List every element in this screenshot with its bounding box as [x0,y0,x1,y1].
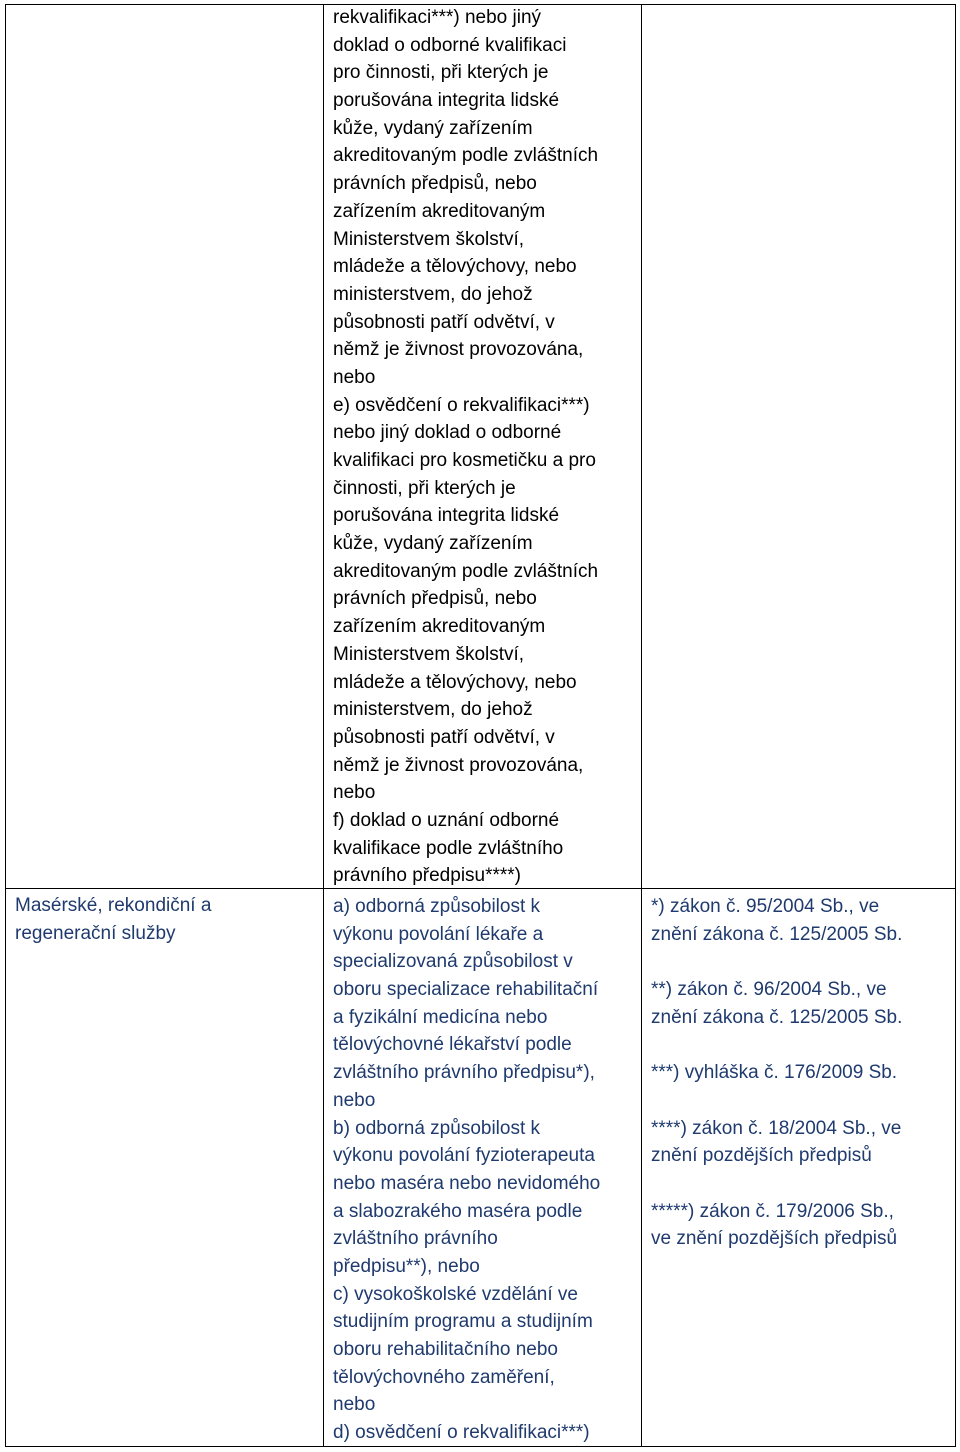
previous-row-line: mládeže a tělovýchovy, nebo [333,671,577,693]
previous-row-line: činnosti, při kterých je [333,477,516,499]
requirement-line: nebo [333,1394,376,1416]
footnote-line: znění zákona č. 125/2005 Sb. [651,1006,903,1028]
footnote-line: ***) vyhláška č. 176/2009 Sb. [651,1062,898,1084]
footnote-line: *****) zákon č. 179/2006 Sb., [651,1200,894,1222]
previous-row-line: nebo jiný doklad o odborné [333,422,562,444]
requirement-line: b) odborná způsobilost k [333,1117,541,1139]
previous-row-line: mládeže a tělovýchovy, nebo [333,256,577,278]
trade-name-line-1: Masérské, rekondiční a [15,895,212,916]
footnote-reference [651,1115,951,1170]
requirement-line: oboru rehabilitačního nebo [333,1339,559,1360]
previous-row-line: němž je živnost provozována, [333,339,584,361]
previous-row-line: f) doklad o uznání odborné [333,809,560,831]
previous-row-line: rekvalifikaci***) nebo jiný [333,7,542,28]
footnote-reference [651,976,951,1031]
requirement-line: oboru specializace rehabilitační [333,979,599,1001]
trade-name [15,892,315,947]
footnote-line: **) zákon č. 96/2004 Sb., ve [651,979,887,1001]
table-border-right [955,4,956,1447]
requirement-line: výkonu povolání fyzioterapeuta [333,1145,595,1167]
previous-row-line: němž je živnost provozována, [333,754,584,776]
previous-row-line: působnosti patří odvětví, v [333,311,555,333]
requirement-line: výkonu povolání lékaře a [333,923,544,945]
previous-row-line: nebo [333,366,376,388]
column-divider-2 [641,4,642,1447]
footnote-reference [651,1059,951,1087]
requirement-line: c) vysokoškolské vzdělání ve [333,1283,578,1305]
column-divider-1 [323,4,324,1447]
footnote-reference [651,1198,951,1253]
requirements-table [5,4,956,1447]
previous-row-line: právních předpisů, nebo [333,588,537,610]
previous-row-line: doklad o odborné kvalifikaci [333,34,567,56]
footnote-line: ****) zákon č. 18/2004 Sb., ve [651,1117,902,1139]
previous-row-line: zařízením akreditovaným [333,200,546,222]
previous-row-line: působnosti patří odvětví, v [333,726,555,748]
footnote-line: *) zákon č. 95/2004 Sb., ve [651,896,880,917]
requirement-line: studijním programu a studijním [333,1311,593,1333]
footnote-reference [651,893,951,948]
requirement-line: a slabozrakého maséra podle [333,1200,583,1222]
previous-row-line: e) osvědčení o rekvalifikaci***) [333,394,590,416]
requirement-line: nebo maséra nebo nevidomého [333,1172,601,1194]
requirement-line: tělovýchovné lékařství podle [333,1034,572,1056]
previous-row-line: pro činnosti, při kterých je [333,62,549,84]
requirement-line: a fyzikální medicína nebo [333,1006,548,1028]
previous-row-line: zařízením akreditovaným [333,616,546,638]
previous-row-line: Ministerstvem školství, [333,643,525,665]
previous-row-line: kvalifikace podle zvláštního [333,837,564,859]
trade-name-line-2: regenerační služby [15,922,176,944]
table-border-left [5,4,6,1447]
previous-row-requirements [333,4,635,890]
previous-row-line: ministerstvem, do jehož [333,283,533,305]
previous-row-line: právních předpisů, nebo [333,173,537,195]
requirement-line: tělovýchovného zaměření, [333,1366,555,1388]
requirement-line: zvláštního právního předpisu*), [333,1062,595,1084]
previous-row-line: kůže, vydaný zařízením [333,117,533,139]
footnote-line: znění zákona č. 125/2005 Sb. [651,923,903,945]
requirement-line: d) osvědčení o rekvalifikaci***) [333,1422,590,1444]
previous-row-line: porušována integrita lidské [333,505,560,527]
requirement-line: nebo [333,1089,376,1111]
requirement-line: specializovaná způsobilost v [333,951,573,973]
previous-row-line: Ministerstvem školství, [333,228,525,250]
footnote-line: ve znění pozdějších předpisů [651,1228,898,1250]
requirement-line: a) odborná způsobilost k [333,896,541,917]
previous-row-line: právního předpisu****) [333,865,522,887]
previous-row-line: akreditovaným podle zvláštních [333,560,599,582]
previous-row-line: ministerstvem, do jehož [333,699,533,721]
requirement-line: zvláštního právního [333,1228,498,1250]
previous-row-line: kůže, vydaný zařízením [333,533,533,555]
previous-row-line: kvalifikaci pro kosmetičku a pro [333,450,596,471]
qualification-requirements [333,893,635,1447]
legal-references [651,893,951,1253]
footnote-line: znění pozdějších předpisů [651,1145,872,1167]
requirement-line: předpisu**), nebo [333,1255,480,1277]
previous-row-line: akreditovaným podle zvláštních [333,145,599,167]
previous-row-line: porušována integrita lidské [333,90,560,112]
previous-row-line: nebo [333,782,376,804]
